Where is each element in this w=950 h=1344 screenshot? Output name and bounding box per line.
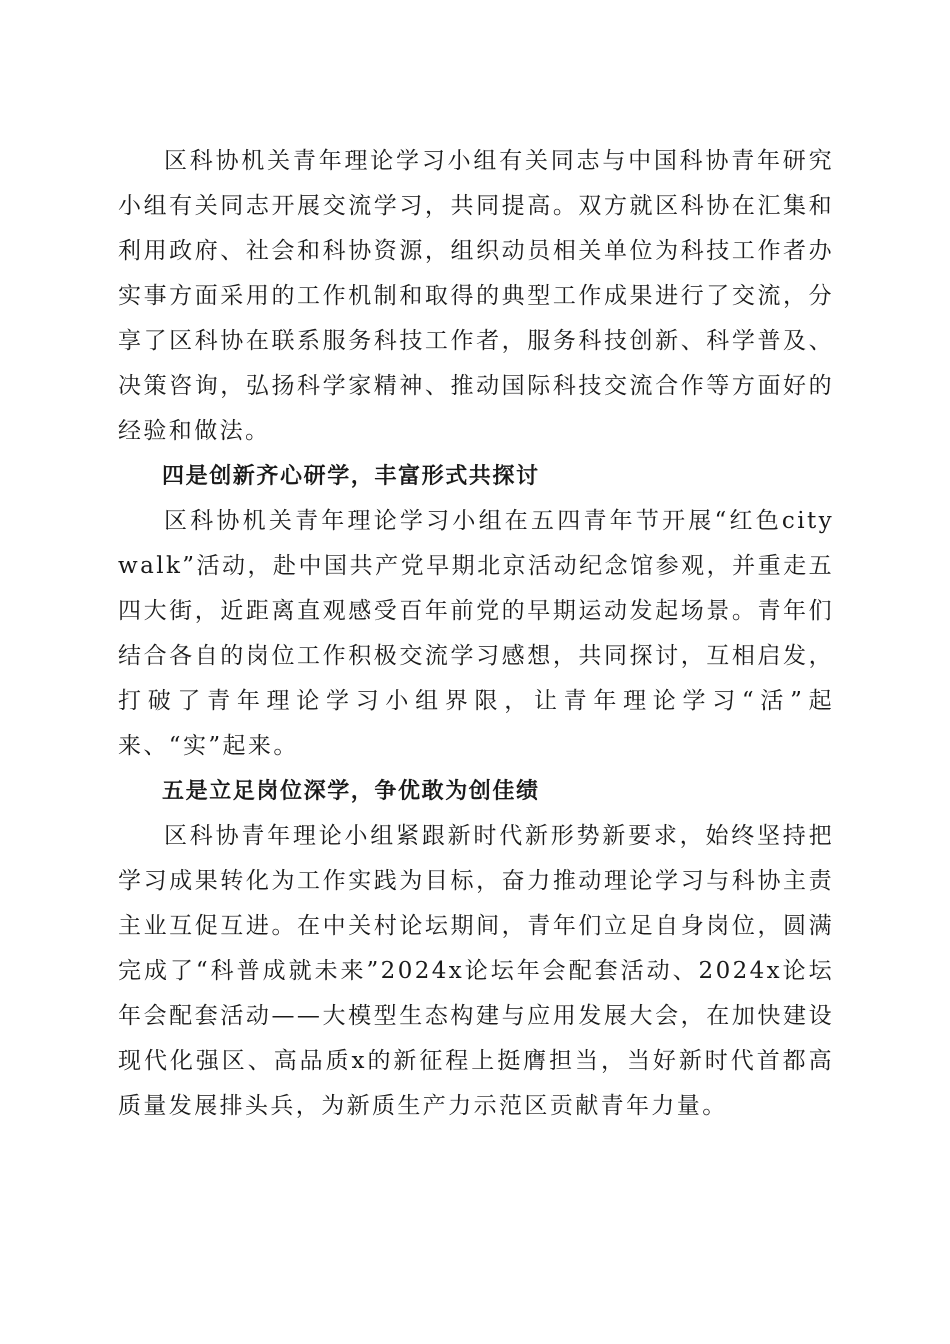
document-body	[118, 139, 834, 1129]
paragraph-job-practice: 区科协青年理论小组紧跟新时代新形势新要求，始终坚持把学习成果转化为工作实践为目标，奋力推动理论学习与科协主责主业互促互进。在中关村论坛期间，青年们立足自身岗位，圆满完成了“科普成就未来”2024x论坛年会配套活动、2024x论坛年会配套活动——大模型生态构建与应用发展大会，在加快建设现代化强区、高品质x的新征程上挺膺担当，当好新时代首都高质量发展排头兵，为新质生产力示范区贡献青年力量。	[118, 823, 834, 1119]
paragraph-red-citywalk: 区科协机关青年理论学习小组在五四青年节开展“红色citywalk”活动，赴中国共产党早期北京活动纪念馆参观，并重走五四大街，近距离直观感受百年前党的早期运动发起场景。青年们结合各自的岗位工作积极交流学习感想，共同探讨，互相启发，打破了青年理论学习小组界限，让青年理论学习“活”起来、“实”起来。	[118, 508, 834, 759]
paragraph-exchange-learning: 区科协机关青年理论学习小组有关同志与中国科协青年研究小组有关同志开展交流学习，共同提高。双方就区科协在汇集和利用政府、社会和科协资源，组织动员相关单位为科技工作者办实事方面采用的工作机制和取得的典型工作成果进行了交流，分享了区科协在联系服务科技工作者，服务科技创新、科学普及、决策咨询，弘扬科学家精神、推动国际科技交流合作等方面好的经验和做法。	[118, 148, 834, 444]
section-heading-5: 五是立足岗位深学，争优敢为创佳绩	[162, 779, 540, 804]
section-heading-4: 四是创新齐心研学，丰富形式共探讨	[162, 464, 540, 489]
